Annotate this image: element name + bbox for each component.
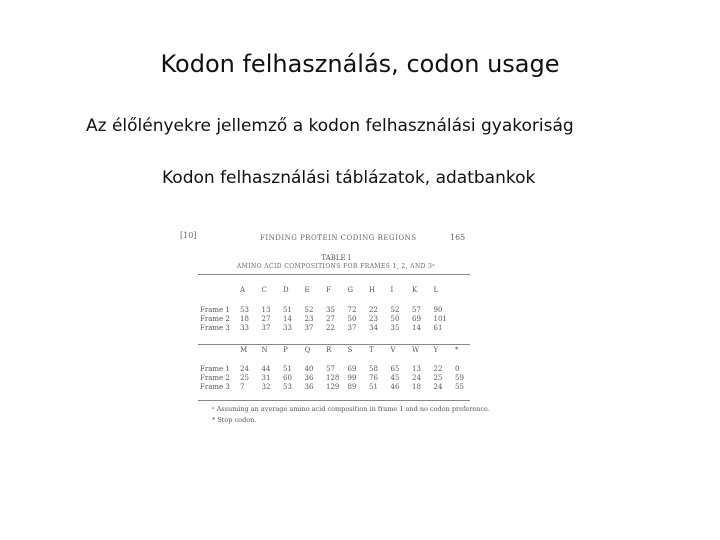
table-column-header: F [326,286,331,294]
table-row-label: Frame 2 [200,374,230,382]
table-column-header: Q [304,346,311,354]
table-cell: 37 [304,324,314,332]
table-cell: 22 [369,306,378,314]
table-rule-bottom [198,400,470,401]
table-cell: 52 [304,306,314,314]
table-cell: 128 [326,374,340,382]
table-column-header: M [240,346,248,354]
table-cell: 23 [369,315,378,323]
table-cell: 18 [240,315,249,323]
table-cell: 23 [304,315,314,323]
table-column-header: P [283,346,288,354]
table-cell: 50 [390,315,400,323]
table-row-label: Frame 3 [200,324,230,332]
table-cell: 59 [455,374,464,382]
table-cell: 27 [326,315,335,323]
slide-title: Kodon felhasználás, codon usage [160,50,560,78]
table-cell: 33 [283,324,292,332]
table-cell: 33 [240,324,249,332]
table-cell: 53 [240,306,249,314]
table-column-header: L [433,286,439,294]
table-cell: 51 [369,383,378,391]
table-cell: 14 [283,315,292,323]
table-rule-mid [198,344,470,345]
table-column-header: N [261,346,268,354]
table-cell: 61 [433,324,443,332]
table-column-header: H [369,286,376,294]
table-cell: 37 [347,324,357,332]
table-cell: 55 [455,383,464,391]
table-cell: 51 [283,306,292,314]
table-cell: 25 [433,374,443,382]
table-cell: 27 [261,315,271,323]
table-cell: 24 [240,365,249,373]
table-column-header: I [390,286,394,294]
table-cell: 13 [261,306,271,314]
table-cell: 24 [412,374,421,382]
table-cell: 0 [455,365,460,373]
table-cell: 45 [390,374,400,382]
table-cell: 53 [283,383,292,391]
table-cell: 57 [326,365,335,373]
table-column-header: A [240,286,246,294]
slide-text-line-1: Az élőlényekre jellemző a kodon felhasználási gyakoriság [86,116,574,136]
scanned-table-image [176,228,496,438]
slide-text-line-2: Kodon felhasználási táblázatok, adatbankok [162,168,536,188]
table-cell: 24 [433,383,443,391]
scan-footnote-star: * Stop codon. [212,416,257,424]
table-row-label: Frame 2 [200,315,230,323]
table-cell: 57 [412,306,421,314]
table-cell: 14 [412,324,421,332]
table-cell: 60 [283,374,292,382]
table-cell: 65 [390,365,400,373]
table-column-header: V [390,346,396,354]
table-cell: 13 [412,365,421,373]
table-cell: 69 [347,365,357,373]
scan-running-header: FINDING PROTEIN CODING REGIONS [260,234,417,242]
table-column-header: D [283,286,289,294]
table-cell: 52 [390,306,400,314]
table-cell: 58 [369,365,378,373]
table-column-header: K [412,286,418,294]
table-column-header: E [304,286,310,294]
table-cell: 90 [433,306,443,314]
table-cell: 37 [261,324,271,332]
table-cell: 22 [433,365,443,373]
table-column-header: * [455,346,459,354]
table-cell: 31 [261,374,271,382]
table-cell: 35 [390,324,400,332]
table-column-header: S [347,346,353,354]
table-cell: 89 [347,383,357,391]
scan-table-title: TABLE I [321,254,351,262]
scan-table-subtitle: AMINO ACID COMPOSITIONS FOR FRAMES 1, 2, AND 3ᵃ [236,263,436,270]
table-column-header: C [261,286,267,294]
table-cell: 40 [304,365,314,373]
table-cell: 25 [240,374,249,382]
table-row-label: Frame 1 [200,365,230,373]
table-cell: 46 [390,383,400,391]
table-cell: 72 [347,306,357,314]
scan-page-ref: [10] [180,231,197,240]
table-cell: 51 [283,365,292,373]
scan-page-number: 165 [450,233,466,242]
table-cell: 76 [369,374,378,382]
table-row-label: Frame 1 [200,306,230,314]
table-column-header: G [347,286,354,294]
table-cell: 44 [261,365,271,373]
table-cell: 69 [412,315,421,323]
table-rule-top [198,274,470,275]
table-cell: 36 [304,383,314,391]
table-row-label: Frame 3 [200,383,230,391]
table-cell: 129 [326,383,340,391]
table-cell: 32 [261,383,271,391]
table-column-header: T [369,346,374,354]
table-cell: 99 [347,374,357,382]
table-cell: 7 [240,383,245,391]
table-cell: 22 [326,324,335,332]
table-column-header: Y [433,346,439,354]
table-cell: 50 [347,315,357,323]
table-cell: 18 [412,383,421,391]
table-cell: 35 [326,306,335,314]
table-cell: 36 [304,374,314,382]
table-cell: 34 [369,324,378,332]
table-column-header: R [326,346,332,354]
scan-footnote-a: ᵃ Assuming an average amino acid composition in frame 1 and no codon preference. [212,405,490,413]
table-column-header: W [412,346,420,354]
table-cell: 101 [433,315,447,323]
